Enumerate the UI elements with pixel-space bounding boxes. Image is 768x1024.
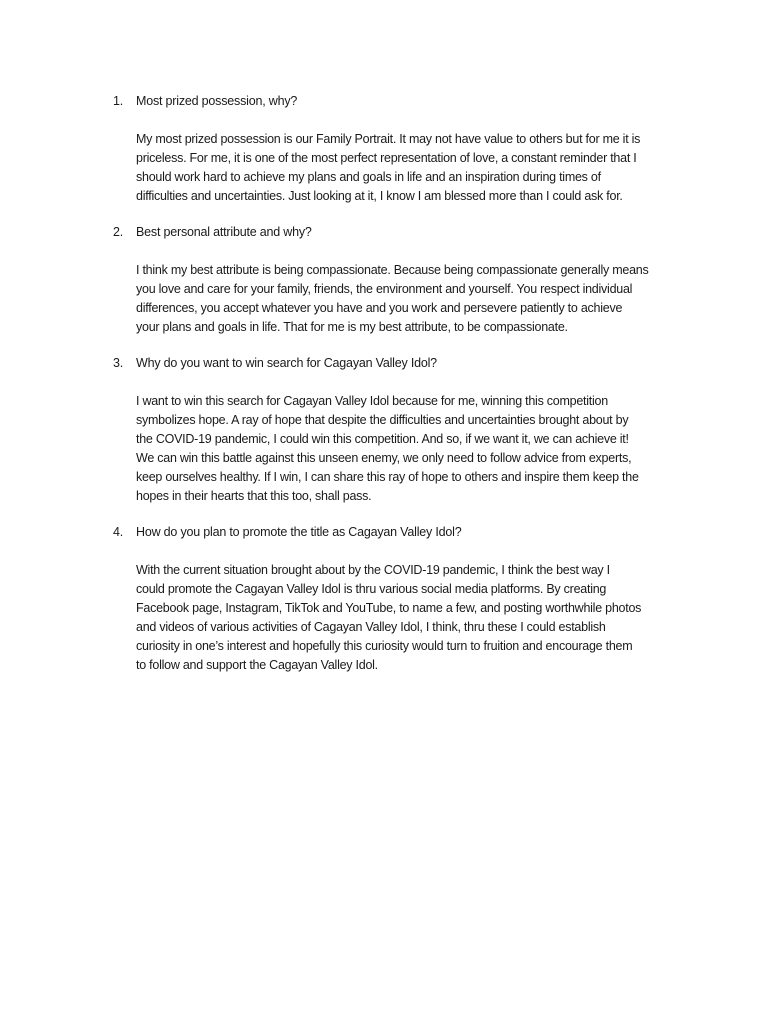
answer-line: to follow and support the Cagayan Valley Idol. xyxy=(136,657,378,672)
answer-line: the COVID-19 pandemic, I could win this competition. And so, if we want it, we can achieve it! xyxy=(136,431,629,446)
answer-line: symbolizes hope. A ray of hope that despite the difficulties and uncertainties brought about by xyxy=(136,412,629,427)
answer-line: difficulties and uncertainties. Just looking at it, I know I am blessed more than I could ask for. xyxy=(136,188,623,203)
answer-line: and videos of various activities of Cagayan Valley Idol, I think, thru these I could establish xyxy=(136,619,606,634)
question-text: Most prized possession, why? xyxy=(136,94,298,108)
question-number: 3. xyxy=(113,356,124,370)
answer-line: hopes in their hearts that this too, shall pass. xyxy=(136,488,372,503)
answer-line: you love and care for your family, friends, the environment and yourself. You respect individual xyxy=(136,281,633,296)
answer-line: could promote the Cagayan Valley Idol is thru various social media platforms. By creating xyxy=(136,581,607,596)
answer-line: My most prized possession is our Family Portrait. It may not have value to others but for me it is xyxy=(136,132,641,146)
answer-paragraph xyxy=(136,561,696,674)
answer-line: priceless. For me, it is one of the most perfect representation of love, a constant reminder that I xyxy=(136,150,637,165)
question-number: 2. xyxy=(113,225,124,239)
answer-paragraph xyxy=(136,130,696,206)
answer-line: I want to win this search for Cagayan Valley Idol because for me, winning this competition xyxy=(136,394,608,408)
answer-line: We can win this battle against this unseen enemy, we only need to follow advice from experts, xyxy=(136,450,632,465)
question-text: How do you plan to promote the title as Cagayan Valley Idol? xyxy=(136,525,462,539)
answer-line: curiosity in one’s interest and hopefully this curiosity would turn to fruition and encourage them xyxy=(136,638,633,653)
question-text: Why do you want to win search for Cagayan Valley Idol? xyxy=(136,356,437,370)
answer-line: With the current situation brought about by the COVID-19 pandemic, I think the best way I xyxy=(136,563,610,577)
question-text: Best personal attribute and why? xyxy=(136,225,312,239)
answer-line: Facebook page, Instagram, TikTok and YouTube, to name a few, and posting worthwhile photos xyxy=(136,600,642,615)
question-number: 1. xyxy=(113,94,124,108)
answer-line: should work hard to achieve my plans and goals in life and an inspiration during times of xyxy=(136,169,601,184)
answer-line: your plans and goals in life. That for me is my best attribute, to be compassionate. xyxy=(136,319,568,334)
answer-line: I think my best attribute is being compassionate. Because being compassionate generally means xyxy=(136,263,649,277)
answer-paragraph xyxy=(136,261,696,337)
answer-line: differences, you accept whatever you have and you work and persevere patiently to achieve xyxy=(136,300,623,315)
question-number: 4. xyxy=(113,525,124,539)
answer-line: keep ourselves healthy. If I win, I can share this ray of hope to others and inspire them keep the xyxy=(136,469,639,484)
answer-paragraph xyxy=(136,392,696,505)
